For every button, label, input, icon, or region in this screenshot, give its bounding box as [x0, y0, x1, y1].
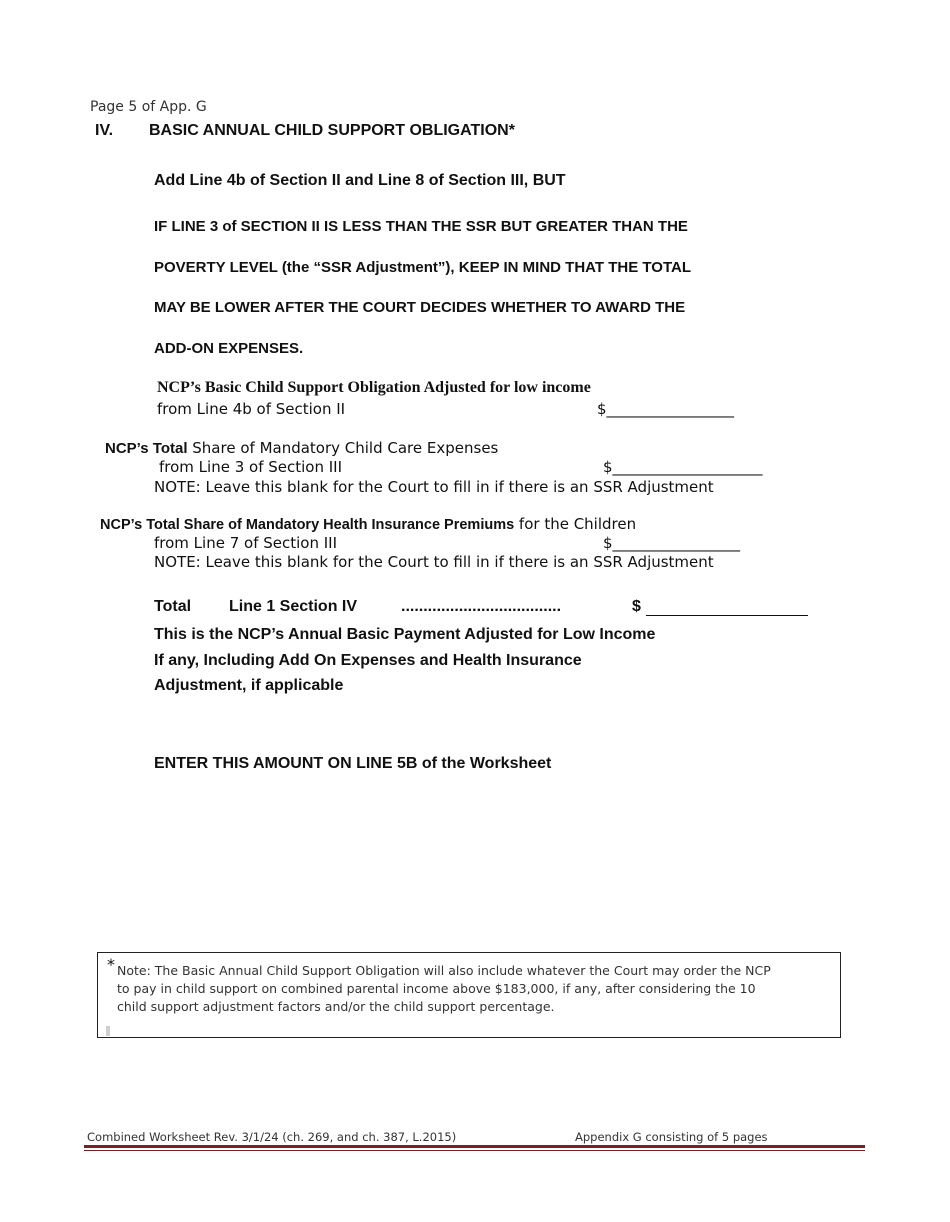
child-care-label	[105, 439, 498, 457]
total-amount-field[interactable]	[646, 615, 808, 616]
basic-obligation-label: NCP’s Basic Child Support Obligation Adjusted for low income	[157, 379, 591, 396]
footer-revision: Combined Worksheet Rev. 3/1/24 (ch. 269, and ch. 387, L.2015)	[87, 1130, 457, 1144]
health-insurance-label-rest: for the Children	[514, 515, 637, 533]
health-insurance-source: from Line 7 of Section III	[154, 534, 338, 552]
footer-appendix: Appendix G consisting of 5 pages	[575, 1130, 768, 1144]
footer-rule-thin	[84, 1150, 865, 1151]
total-dollar-sign: $	[632, 598, 641, 615]
footnote-marker: *	[107, 955, 115, 974]
child-care-source: from Line 3 of Section III	[159, 458, 343, 476]
footnote-line: Note: The Basic Annual Child Support Obligation will also include whatever the Court may order the NCP	[117, 963, 771, 978]
basic-obligation-amount-field[interactable]: $_________________	[597, 400, 735, 418]
child-care-amount-field[interactable]: $____________________	[603, 458, 763, 476]
total-leader-dots: ....................................	[401, 598, 562, 615]
footnote-line: child support adjustment factors and/or the child support percentage.	[117, 999, 555, 1014]
child-care-label-bold: NCP’s Total	[105, 440, 188, 457]
text-cursor-mark	[106, 1026, 110, 1036]
footer-rule	[84, 1145, 865, 1148]
health-insurance-amount-field[interactable]: $_________________	[603, 534, 741, 552]
child-care-note: NOTE: Leave this blank for the Court to fill in if there is an SSR Adjustment	[154, 478, 714, 496]
summary-line: Adjustment, if applicable	[154, 677, 344, 694]
page-label: Page 5 of App. G	[90, 99, 207, 115]
section-number: IV.	[95, 122, 114, 139]
total-line-reference: Line 1 Section IV	[229, 598, 358, 615]
health-insurance-note: NOTE: Leave this blank for the Court to fill in if there is an SSR Adjustment	[154, 553, 714, 571]
summary-line: This is the NCP’s Annual Basic Payment Adjusted for Low Income	[154, 626, 656, 643]
health-insurance-label-bold: NCP’s Total Share of Mandatory Health Insurance Premiums	[100, 517, 515, 533]
child-care-label-rest: Share of Mandatory Child Care Expenses	[187, 439, 499, 457]
summary-line: If any, Including Add On Expenses and Health Insurance	[154, 652, 582, 669]
section-title: BASIC ANNUAL CHILD SUPPORT OBLIGATION*	[149, 122, 515, 139]
footnote-line: to pay in child support on combined parental income above $183,000, if any, after considering the 10	[117, 981, 756, 996]
basic-obligation-source: from Line 4b of Section II	[157, 400, 346, 418]
instruction-line: IF LINE 3 of SECTION II IS LESS THAN THE SSR BUT GREATER THAN THE	[154, 218, 688, 235]
instruction-line: POVERTY LEVEL (the “SSR Adjustment”), KEEP IN MIND THAT THE TOTAL	[154, 259, 691, 276]
instruction-main: Add Line 4b of Section II and Line 8 of Section III, BUT	[154, 172, 566, 189]
instruction-line: ADD-ON EXPENSES.	[154, 340, 304, 357]
total-label: Total	[154, 598, 192, 615]
enter-amount-instruction: ENTER THIS AMOUNT ON LINE 5B of the Worksheet	[154, 755, 552, 772]
instruction-line: MAY BE LOWER AFTER THE COURT DECIDES WHETHER TO AWARD THE	[154, 299, 686, 316]
health-insurance-label	[100, 515, 636, 533]
